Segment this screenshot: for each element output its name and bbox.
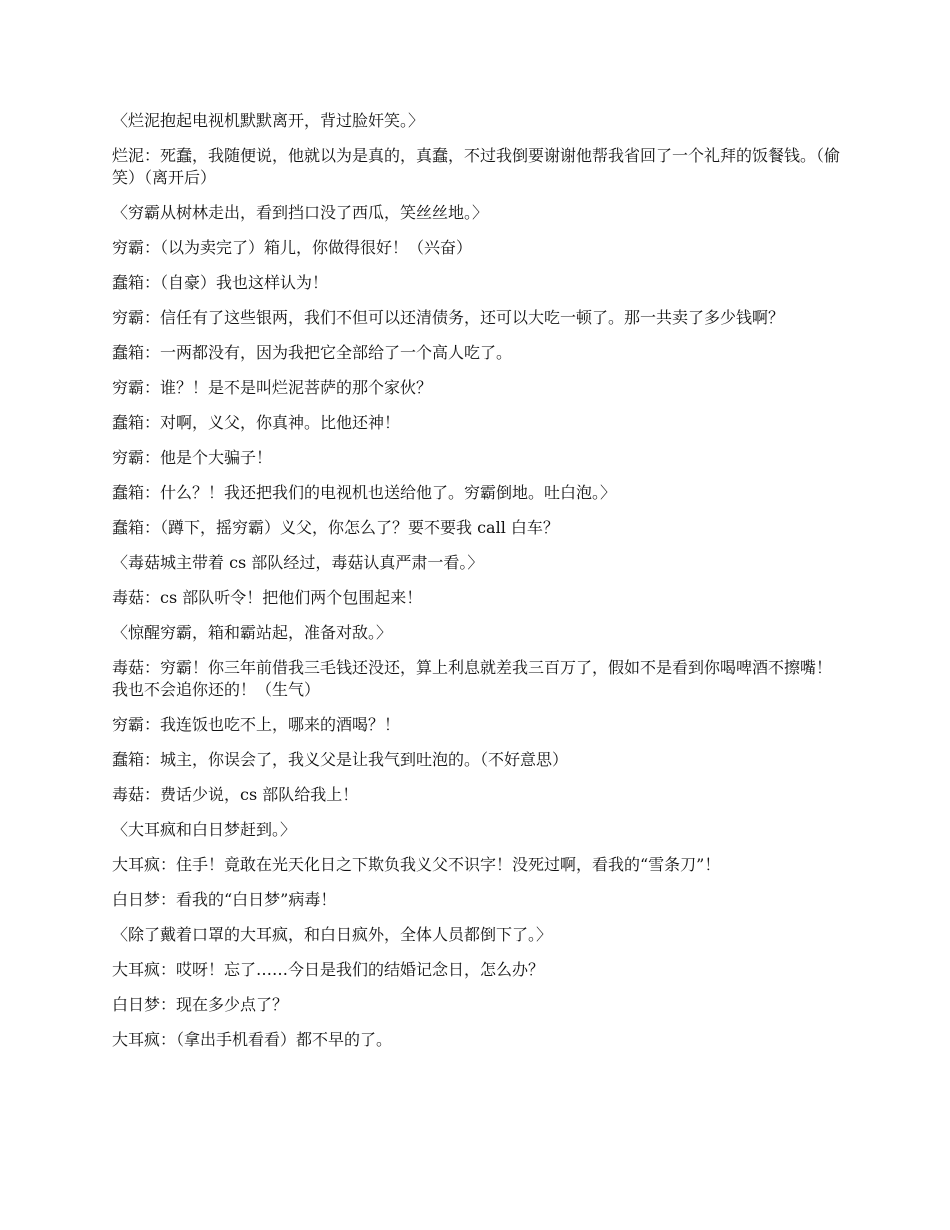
paragraph: 白日梦：看我的“白日梦”病毒！ [112,890,337,909]
paragraph: 大耳疯：住手！竟敢在光天化日之下欺负我义父不识字！没死过啊，看我的“雪条刀”！ [112,855,721,874]
paragraph: 穷霸：他是个大骗子！ [112,448,273,467]
paragraph: 〈惊醒穷霸，箱和霸站起，准备对敌。〉 [112,623,393,642]
paragraph: 穷霸：谁？！是不是叫烂泥菩萨的那个家伙？ [112,378,433,397]
paragraph: 〈烂泥抱起电视机默默离开，背过脸奸笑。〉 [112,111,425,130]
paragraph: 穷霸：信任有了这些银两，我们不但可以还清债务，还可以大吃一顿了。那一共卖了多少钱啊？ [112,308,785,327]
paragraph: 穷霸：我连饭也吃不上，哪来的酒喝？！ [112,715,401,734]
paragraph: 蠢箱：城主，你误会了，我义父是让我气到吐泡的。（不好意思） [112,750,569,769]
paragraph: 蠢箱：一两都没有，因为我把它全部给了一个高人吃了。 [112,343,513,362]
paragraph: 〈除了戴着口罩的大耳疯，和白日疯外，全体人员都倒下了。〉 [112,925,553,944]
paragraph: 毒菇：穷霸！你三年前借我三毛钱还没还，算上利息就差我三百万了，假如不是看到你喝啤酒不擦嘴！我也不会追你还的！（生气） [112,658,833,699]
paragraph: 蠢箱：什么？！我还把我们的电视机也送给他了。穷霸倒地。吐白泡。〉 [112,483,617,502]
paragraph: 〈毒菇城主带着 cs 部队经过，毒菇认真严肃一看。〉 [112,553,484,572]
paragraph: 穷霸：（以为卖完了）箱儿，你做得很好！（兴奋） [112,238,473,257]
paragraph: 蠢箱：对啊，义父，你真神。比他还神！ [112,413,401,432]
paragraph: 〈穷霸从树林走出，看到挡口没了西瓜，笑丝丝地。〉 [112,203,489,222]
paragraph: 大耳疯：（拿出手机看看）都不早的了。 [112,1030,393,1049]
paragraph: 〈大耳疯和白日梦赶到。〉 [112,820,297,839]
paragraph: 毒菇：费话少说，cs 部队给我上！ [112,785,359,804]
paragraph: 毒菇：cs 部队听令！把他们两个包围起来！ [112,588,423,607]
paragraph: 白日梦：现在多少点了？ [112,995,289,1014]
paragraph: 蠢箱：（自豪）我也这样认为！ [112,273,329,292]
paragraph: 烂泥：死蠢，我随便说，他就以为是真的，真蠢，不过我倒要谢谢他帮我省回了一个礼拜的饭餐钱。（偷笑）（离开后） [112,146,841,187]
paragraph: 蠢箱：（蹲下，摇穷霸）义父，你怎么了？要不要我 call 白车？ [112,518,559,537]
document-body [112,110,842,1064]
paragraph: 大耳疯：哎呀！忘了……今日是我们的结婚记念日，怎么办？ [112,960,545,979]
